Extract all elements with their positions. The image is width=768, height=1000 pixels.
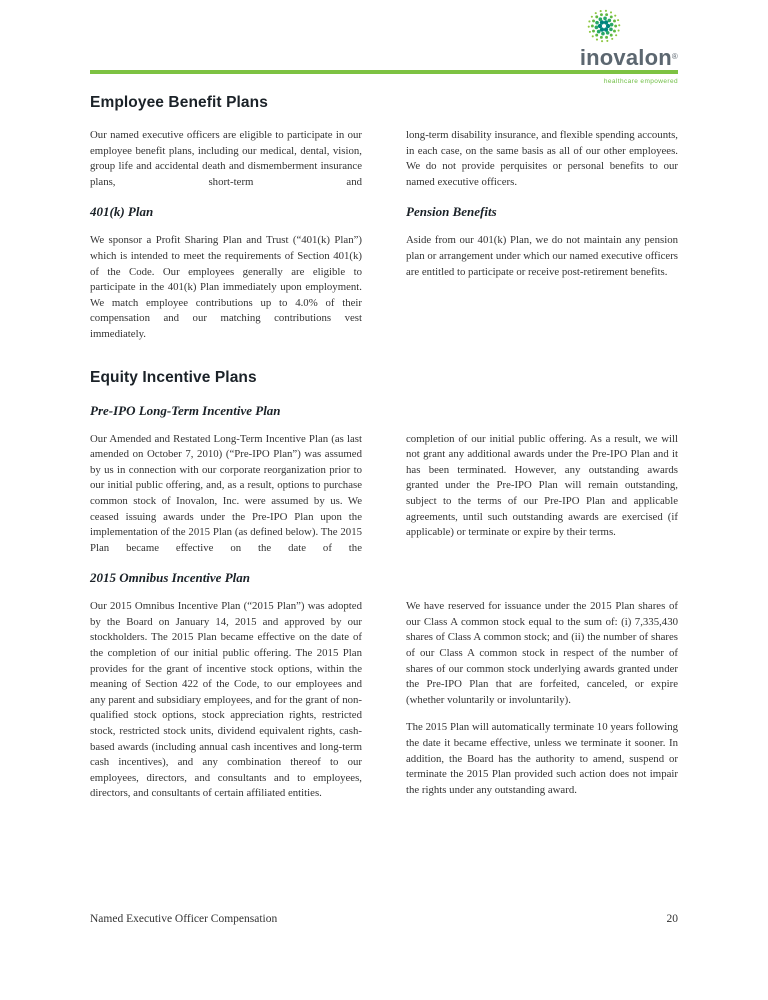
paragraph: The 2015 Plan will automatically terminate 10 years following the date it became effective, unless we terminate it sooner. In addition, the Board has the authority to amend, suspend or terminate the 2015 Plan provided such action does not impair the rights under any outstanding award. [406,721,678,796]
registered-mark: ® [671,52,678,61]
omnibus-left-col [90,599,362,802]
benefit-sub-row [90,190,678,342]
paragraph: We sponsor a Profit Sharing Plan and Trust (“401(k) Plan”) which is intended to meet the requirements of Section 401(k) of the Code. Our employees generally are eligible to participate in the 401(k) Plan immediately upon employment. We match employee contributions up to 4.0% of their compensation and our matching contributions vest immediately. [90,234,362,340]
logo-tagline: healthcare empowered [603,78,678,85]
paragraph: We have reserved for issuance under the 2015 Plan shares of our Class A common stock equal to the sum of: (i) 7,335,430 shares of Class A common stock; and (ii) the number of shares of our Class A common stock in respect of the number of shares of our common stock underlying awards granted under the Pre-IPO Plan that are forfeited, canceled, or expire (whether voluntarily or involuntarily). [406,600,678,706]
footer-section-title: Named Executive Officer Compensation [90,913,278,925]
benefit-intro-left-col [90,128,362,190]
subheading-401k-plan: 401(k) Plan [90,204,154,220]
paragraph: Aside from our 401(k) Plan, we do not maintain any pension plan or arrangement under which our named executive officers are entitled to participate or receive post-retirement benefits. [406,234,678,278]
omnibus-row [90,599,678,802]
subheading-pre-ipo-plan: Pre-IPO Long-Term Incentive Plan [90,402,281,418]
inovalon-swirl-icon [584,6,624,46]
preipo-row [90,432,678,557]
paragraph: completion of our initial public offering. As a result, we will not grant any additional awards under the Pre-IPO Plan and it has been terminated. However, any outstanding awards granted under the Pre-IPO Plan will remain outstanding, subject to the terms of our Pre-IPO Plan and applicable agreements, until such outstanding awards are exercised (if applicable) or terminate or expire by their terms. [406,432,678,539]
paragraph: long-term disability insurance, and flexible spending accounts, in each case, on the same basis as all of our other employees. We do not provide perquisites or personal benefits to our named executive officers. [406,129,678,188]
subheading-pension-benefits: Pension Benefits [406,204,497,220]
inovalon-logo [546,6,678,85]
subheading-2015-omnibus-plan: 2015 Omnibus Incentive Plan [90,570,250,586]
page-footer [90,913,678,925]
preipo-left-col [90,432,362,557]
pension-col [406,190,678,342]
paragraph: Our Amended and Restated Long-Term Incentive Plan (as last amended on October 7, 2010) (“Pre-IPO Plan”) was assumed by us in connection with our corporate reorganization prior to our initial public offering, and, as a result, options to purchase common stock of Inovalon, Inc. were assumed by us. We ceased issuing awards under the Pre-IPO Plan upon the implementation of the 2015 Plan (as defined below). The 2015 Plan became effective on the date of the [90,432,362,554]
k401-col [90,190,362,342]
omnibus-right-col [406,599,678,802]
page-number: 20 [666,913,678,925]
document-body [90,94,678,802]
preipo-right-col [406,432,678,557]
heading-employee-benefit-plans: Employee Benefit Plans [90,94,268,111]
paragraph: Our named executive officers are eligible to participate in our employee benefit plans, including our medical, dental, vision, group life and accidental death and dismemberment insurance plans, short-term and [90,129,362,188]
paragraph: Our 2015 Omnibus Incentive Plan (“2015 Plan”) was adopted by the Board on January 14, 2015 and approved by our stockholders. The 2015 Plan became effective on the date of the completion of our initial public offering. The 2015 Plan provides for the grant of incentive stock options, within the meaning of Section 422 of the Code, to our employees and any parent and subsidiary employees, and for the grant of non-qualified stock options, stock appreciation rights, restricted stock, restricted stock units, dividend equivalent rights, cash-based awards (including annual cash incentives and long-term cash incentives), and any combination thereof to our employees, directors, and consultants and to employees, directors, and consultants of certain affiliated entities. [90,600,362,800]
benefit-intro-row [90,128,678,190]
benefit-intro-right-col [406,128,678,190]
logo-wordmark: inovalon® [579,45,678,70]
heading-equity-incentive-plans: Equity Incentive Plans [90,368,257,386]
